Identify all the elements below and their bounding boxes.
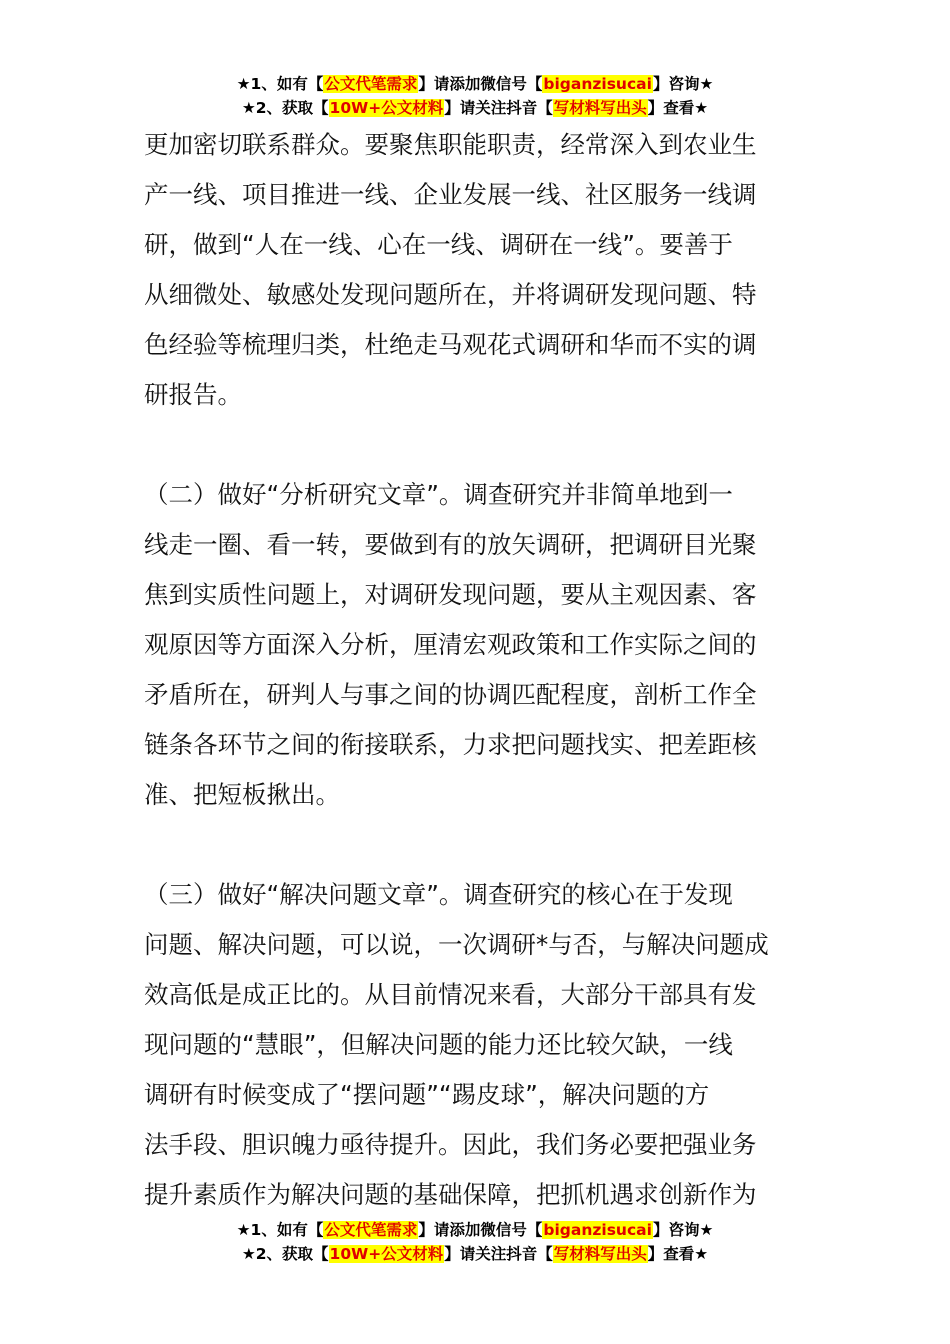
footer-banner-line-1 (0, 1218, 950, 1242)
text-line: 焦到实质性问题上，对调研发现问题，要从主观因素、客 (144, 580, 757, 609)
banner-text: 】查看★ (647, 1245, 709, 1263)
paragraph-3 (144, 870, 812, 1220)
text-line: 问题、解决问题，可以说，一次调研*与否，与解决问题成 (144, 930, 769, 959)
highlight-wechat-id: biganzisucai (543, 75, 652, 93)
text-line: 观原因等方面深入分析，厘清宏观政策和工作实际之间的 (144, 630, 757, 659)
text-line: 色经验等梳理归类，杜绝走马观花式调研和华而不实的调 (144, 330, 757, 359)
highlight-materials: 10W+公文材料 (329, 1245, 444, 1263)
header-banner-line-2 (0, 96, 950, 120)
paragraph-2 (144, 470, 812, 820)
banner-text: ★1、如有【 (236, 1221, 324, 1239)
text-line: 提升素质作为解决问题的基础保障，把抓机遇求创新作为 (144, 1180, 757, 1209)
footer-banner-line-2 (0, 1242, 950, 1266)
highlight-wechat-id: biganzisucai (543, 1221, 652, 1239)
text-line: 链条各环节之间的衔接联系，力求把问题找实、把差距核 (144, 730, 757, 759)
banner-text: 】请添加微信号【 (418, 75, 543, 93)
highlight-service: 公文代笔需求 (324, 75, 418, 93)
highlight-douyin-account: 写材料写出头 (553, 99, 647, 117)
text-line: 研报告。 (144, 380, 242, 409)
banner-text: 】请添加微信号【 (418, 1221, 543, 1239)
paragraph-gap (144, 820, 812, 870)
header-banner-line-1 (0, 72, 950, 96)
text-line: 更加密切联系群众。要聚焦职能职责，经常深入到农业生 (144, 130, 757, 159)
text-line: 准、把短板揪出。 (144, 780, 340, 809)
header-banner (0, 72, 950, 120)
text-line: 产一线、项目推进一线、企业发展一线、社区服务一线调 (144, 180, 757, 209)
text-line: 现问题的“慧眼”，但解决问题的能力还比较欠缺，一线 (144, 1030, 733, 1059)
banner-text: 】请关注抖音【 (444, 99, 553, 117)
text-line: （二）做好“分析研究文章”。调查研究并非简单地到一 (144, 480, 733, 509)
text-line: 调研有时候变成了“摆问题”“踢皮球”，解决问题的方 (144, 1080, 710, 1109)
banner-text: 】咨询★ (652, 1221, 714, 1239)
banner-text: 】咨询★ (652, 75, 714, 93)
text-line: 线走一圈、看一转，要做到有的放矢调研，把调研目光聚 (144, 530, 757, 559)
paragraph-gap (144, 420, 812, 470)
text-line: 研，做到“人在一线、心在一线、调研在一线”。要善于 (144, 230, 733, 259)
banner-text: 】请关注抖音【 (444, 1245, 553, 1263)
banner-text: ★2、获取【 (241, 1245, 329, 1263)
highlight-service: 公文代笔需求 (324, 1221, 418, 1239)
banner-text: ★1、如有【 (236, 75, 324, 93)
highlight-douyin-account: 写材料写出头 (553, 1245, 647, 1263)
highlight-materials: 10W+公文材料 (329, 99, 444, 117)
text-line: 效高低是成正比的。从目前情况来看，大部分干部具有发 (144, 980, 757, 1009)
text-line: （三）做好“解决问题文章”。调查研究的核心在于发现 (144, 880, 733, 909)
document-body (144, 120, 812, 1220)
text-line: 矛盾所在，研判人与事之间的协调匹配程度，剖析工作全 (144, 680, 757, 709)
paragraph-1 (144, 120, 812, 420)
banner-text: ★2、获取【 (241, 99, 329, 117)
text-line: 法手段、胆识魄力亟待提升。因此，我们务必要把强业务 (144, 1130, 757, 1159)
banner-text: 】查看★ (647, 99, 709, 117)
footer-banner (0, 1218, 950, 1266)
text-line: 从细微处、敏感处发现问题所在，并将调研发现问题、特 (144, 280, 757, 309)
